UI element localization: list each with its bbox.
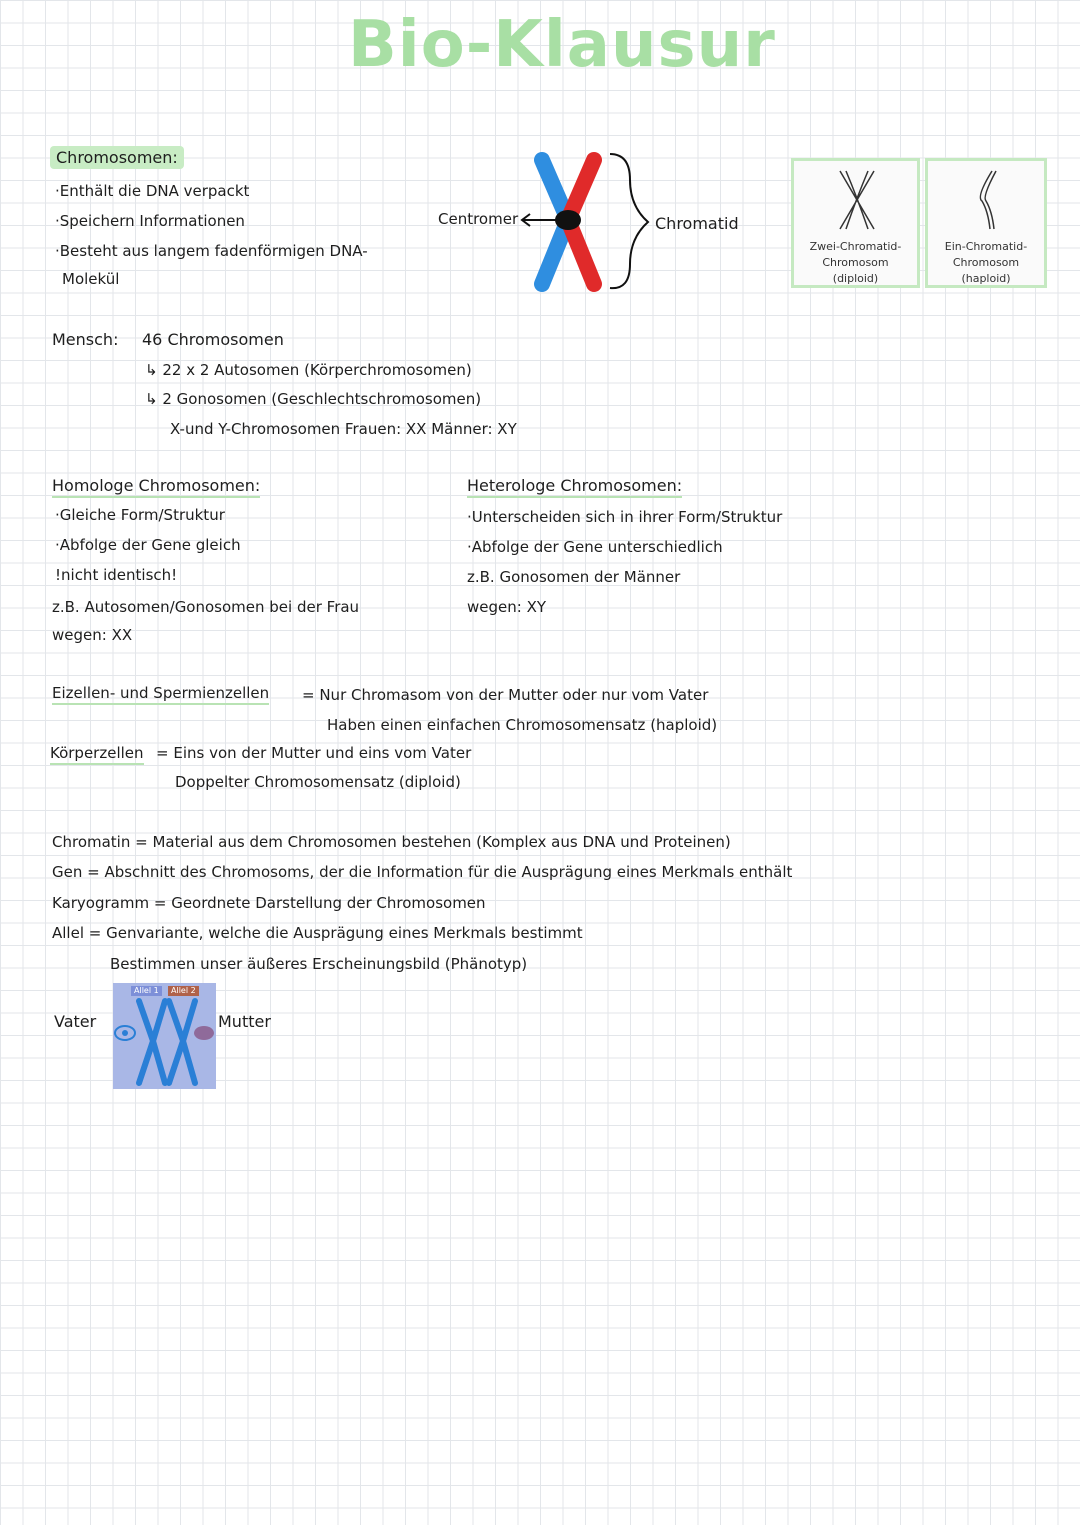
body-cells-line: = Eins von der Mutter und eins vom Vater [156,744,472,762]
chromosomes-bullet: Molekül [62,270,120,288]
one-chromatid-icon [968,167,1004,233]
homolog-heading: Homologe Chromosomen: [52,476,260,498]
homolog-line: ·Abfolge der Gene gleich [55,536,241,554]
heterolog-line: z.B. Gonosomen der Männer [467,568,681,586]
chromosome-diagram [518,150,658,295]
definition-karyogramm: Karyogramm = Geordnete Darstellung der Chromosomen [52,894,486,912]
chromosomes-bullet: ·Speichern Informationen [55,212,245,230]
two-chromatid-box [791,158,920,288]
box-caption: Zwei-Chromatid- [809,240,902,253]
page-title: Bio-Klausur [348,8,776,82]
box-caption: Chromosom [952,256,1020,269]
one-chromatid-box [925,158,1047,288]
human-count: 46 Chromosomen [142,330,284,349]
heterolog-line: ·Unterscheiden sich in ihrer Form/Struktur [467,508,783,526]
chromatid-brace [610,154,648,288]
germ-cells-line: Haben einen einfachen Chromosomensatz (haploid) [327,716,718,734]
box-caption: (diploid) [832,272,879,285]
chromosome-left [139,1001,165,1083]
chromosomes-bullet: ·Enthält die DNA verpackt [55,182,250,200]
eye-icon [194,1026,214,1040]
body-cells-line: Doppelter Chromosomensatz (diploid) [175,773,461,791]
homolog-line: !nicht identisch! [55,566,178,584]
allele-chromosomes [113,997,216,1089]
human-line: X-und Y-Chromosomen Frauen: XX Männer: XY [170,420,517,438]
body-cells-label: Körperzellen [50,744,144,765]
allele-tag-2: Allel 2 [168,986,199,996]
germ-cells-label: Eizellen- und Spermienzellen [52,684,269,705]
two-chromatid-icon [832,167,882,233]
allele-figure [113,983,216,1089]
definition-chromatin: Chromatin = Material aus dem Chromosomen bestehen (Komplex aus DNA und Proteinen) [52,833,731,851]
homolog-line: z.B. Autosomen/Gonosomen bei der Frau [52,598,360,616]
eye-pupil [122,1030,128,1036]
chromosomes-heading: Chromosomen: [50,146,184,169]
heterolog-heading: Heterologe Chromosomen: [467,476,682,498]
heterolog-line: wegen: XY [467,598,547,616]
centromere [555,210,581,230]
germ-cells-line: = Nur Chromasom von der Mutter oder nur vom Vater [302,686,709,704]
definition-allel-2: Bestimmen unser äußeres Erscheinungsbild (Phänotyp) [110,955,528,973]
definition-allel: Allel = Genvariante, welche die Ausprägung eines Merkmals bestimmt [52,924,583,942]
vater-label: Vater [54,1012,97,1031]
definition-gen: Gen = Abschnitt des Chromosoms, der die Information für die Ausprägung eines Merkmals enthält [52,863,793,881]
chromatid-label: Chromatid [655,214,739,233]
human-label: Mensch: [52,330,119,349]
heterolog-line: ·Abfolge der Gene unterschiedlich [467,538,723,556]
homolog-line: ·Gleiche Form/Struktur [55,506,225,524]
box-caption: Ein-Chromatid- [944,240,1028,253]
human-line: ↳ 22 x 2 Autosomen (Körperchromosomen) [145,361,472,379]
box-caption: (haploid) [961,272,1011,285]
homolog-line: wegen: XX [52,626,133,644]
box-caption: Chromosom [822,256,889,269]
chromosome-right [169,1001,195,1083]
allele-tag-1: Allel 1 [131,986,162,996]
chromosomes-bullet: ·Besteht aus langem fadenförmigen DNA- [55,242,368,260]
centromer-label: Centromer [438,210,519,228]
mutter-label: Mutter [218,1012,271,1031]
human-line: ↳ 2 Gonosomen (Geschlechtschromosomen) [145,390,482,408]
